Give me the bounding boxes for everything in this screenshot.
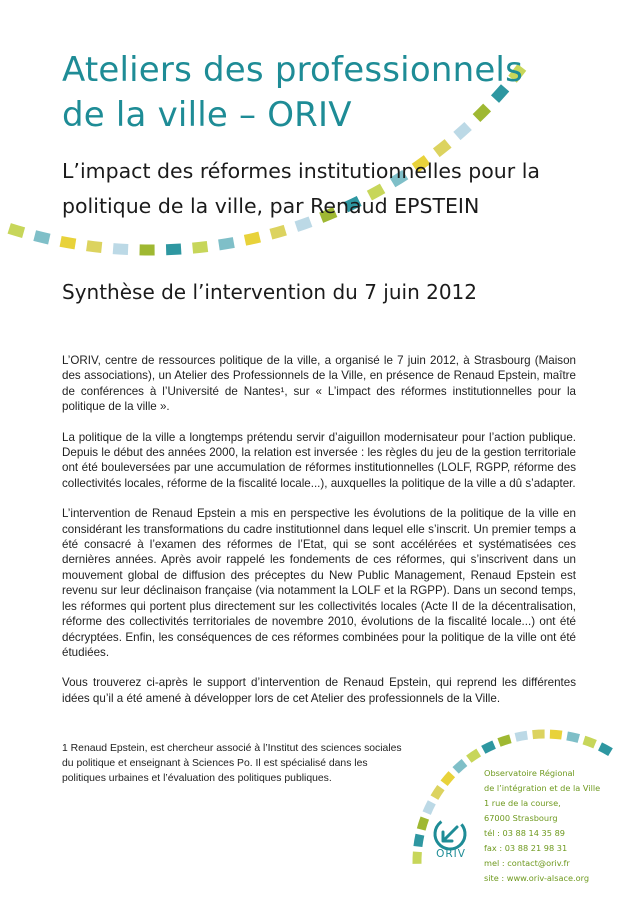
page-subtitle: [62, 154, 602, 224]
arc-segment: [87, 246, 102, 248]
contact-org-line-1: Observatoire Régional: [484, 768, 575, 778]
contact-block: [484, 766, 632, 886]
contact-mail[interactable]: mel : contact@oriv.fr: [484, 858, 570, 868]
arc-segment: [444, 774, 452, 783]
arc-segment: [9, 228, 23, 232]
paragraph-1: L’ORIV, centre de ressources politique de la ville, a organisé le 7 juin 2012, à Strasbourg (Maison des associations), un Atelier des Professionnels de la Ville, en présence de Renaud Epstein, maître de conférences à l’Université de Nantes¹, sur « L’impact des réformes institutionnelles pour la politique de la ville ».: [62, 354, 576, 414]
contact-address-1: 1 rue de la course,: [484, 798, 561, 808]
arc-segment: [533, 734, 545, 735]
arc-segment: [584, 740, 595, 744]
paragraph-2: La politique de la ville a longtemps prétendu servir d’aiguillon modernisateur pour l’action publique. Depuis le début des années 2000, la relation est inversée : les règles du jeu de la gestion territoriale ont été bouleversées par une accumulation de réformes institutionnelles (LOLF, RGPP, réforme des collectivités locales, réforme de la fiscalité locale...), auxquelles la politique de la ville a dû s’adapter.: [62, 430, 576, 490]
body-text: [62, 353, 576, 721]
arc-segment: [193, 247, 208, 249]
arc-segment: [600, 746, 611, 752]
contact-address-2: 67000 Strasbourg: [484, 813, 558, 823]
arc-segment: [245, 237, 260, 240]
arc-segment: [483, 745, 494, 750]
contact-site[interactable]: site : www.oriv-alsace.org: [484, 873, 590, 883]
arc-segment: [436, 143, 448, 152]
arc-segment: [499, 739, 510, 743]
arc-segment: [469, 753, 479, 760]
arc-segment: [166, 249, 181, 250]
arc-segment: [516, 735, 528, 737]
arc-segment: [456, 763, 465, 771]
subtitle-line-1: L’impact des réformes institutionnelles pour la: [62, 159, 540, 183]
arc-segment: [418, 835, 420, 847]
arc-segment: [567, 736, 579, 739]
footnote: [62, 741, 402, 786]
subtitle-line-2: politique de la ville, par Renaud EPSTEIN: [62, 194, 480, 218]
page-title: [62, 48, 602, 138]
arc-segment: [421, 818, 425, 829]
arc-segment: [219, 243, 234, 245]
title-line-1: Ateliers des professionnels: [62, 50, 523, 90]
arc-segment: [434, 788, 441, 798]
arc-segment: [61, 241, 76, 244]
arc-segment: [271, 230, 285, 234]
paragraph-4: Vous trouverez ci-après le support d’intervention de Renaud Epstein, qui reprend les différentes idées qu’il a été amené à développer lors de cet Atelier des professionnels de la Ville.: [62, 676, 576, 705]
arc-segment: [550, 734, 562, 735]
arc-segment: [35, 236, 50, 240]
title-line-2: de la ville – ORIV: [62, 95, 352, 135]
contact-tel: tél : 03 88 14 35 89: [484, 828, 565, 838]
synthese-heading: Synthèse de l’intervention du 7 juin 2012: [62, 280, 477, 304]
footnote-line-1: 1 Renaud Epstein, est chercheur associé à l’Institut des sciences sociales: [62, 743, 402, 754]
footnote-line-3: politiques urbaines et l’évaluation des politiques publiques.: [62, 773, 332, 784]
oriv-logo-text: ORIV: [436, 848, 466, 860]
footnote-line-2: du politique et enseignant à Sciences Po. Il est spécialisé dans les: [62, 758, 368, 769]
contact-org-line-2: de l’intégration et de la Ville: [484, 783, 601, 793]
contact-fax: fax : 03 88 21 98 31: [484, 843, 568, 853]
paragraph-3: L’intervention de Renaud Epstein a mis en perspective les évolutions de la politique de la ville en considérant les transformations du cadre institutionnel dans lequel elle s’inscrit. Un premier temps a été consacré à l’examen des réformes de l’Etat, qui se sont accélérées et systématisées ces dernières années. Après avoir rappelé les fondements de ces réformes, qui s’inscrivent dans un mouvement global de diffusion des préceptes du New Public Management, Renaud Epstein est revenu sur leur déclinaison française (via notamment la LOLF et la RGPP). Dans un second temps, les réformes qui portent plus directement sur les collectivités locales (Acte II de la décentralisation, réforme des collectivités territoriales de novembre 2010, évolutions de la fiscalité locale...) ont été décryptées. Enfin, les conséquences de ces réformes combinées pour la politique de la ville ont été étudiées.: [62, 507, 576, 659]
arc-segment: [113, 249, 128, 250]
